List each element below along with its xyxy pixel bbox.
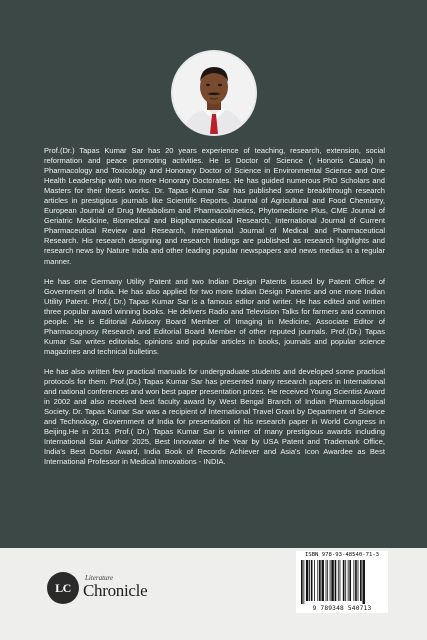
author-portrait <box>173 52 255 134</box>
publisher-name-line1: Literature <box>85 574 114 582</box>
isbn-label: ISBN 978-93-48540-71-3 <box>304 552 380 558</box>
publisher-logo-mark: LC <box>47 572 79 604</box>
publisher-logo <box>47 572 167 606</box>
isbn-barcode-block <box>296 551 388 613</box>
author-biography <box>44 146 385 477</box>
bio-paragraph: He has one Germany Utility Patent and two Indian Design Patents issued by Patent Office of Government of India. He has also applied for two more Indian Design Patents and one more Indian Utility Patent. Prof.( Dr.) Tapas Kumar Sar is a famous editor and writer. He has edited and written three popular award winning books. He delivers Radio and Television Talks for farmers and common people. He is Editorial Advisory Board Member of Imaging in Medicine, Associate Editor of Pharmacognosy Research and Editorial Board Member of other reputed journals. Prof.(Dr.) Tapas Kumar Sar writes editorials, opinions and popular articles in books, journals and popular science magazines and technical bulletins. <box>44 276 385 356</box>
isbn-number: 9 789348 540713 <box>312 605 372 612</box>
publisher-name-line2: Chronicle <box>83 581 148 600</box>
bio-paragraph: He has also written few practical manuals for undergraduate students and developed some practical protocols for them. Prof.(Dr.) Tapas Kumar Sar has presented many research papers in International and national conferences and won best paper presentation prizes. He received Young Scientist Award in 2002 and also received best faculty award by West Bengal Branch of Indian Pharmacological Society. Dr. Tapas Kumar Sar was a recipient of International Travel Grant by Department of Science and Technology, Government of India for presentation of his research paper in World Congress in Beijing.He in 2013. Prof.( Dr.) Tapas Kumar Sar is winner of many prestigious awards including International Star Author 2025, Best Innovator of the Year by USA Patent and Trademark Office, India's Best Doctor Award, India Book of Records Achiever and Asia's Icon Awardee as Best International Professor in Medical Innovations - INDIA. <box>44 366 385 467</box>
barcode-icon <box>301 560 383 604</box>
bio-paragraph: Prof.(Dr.) Tapas Kumar Sar has 20 years experience of teaching, research, extension, social reformation and peace promoting activities. He is Doctor of Science ( Honoris Causa) in Pharmacology and Toxicology and Honorary Doctor of Science in Environmental Science and One Health Leadership with two more Honorary Doctorates. He has guided numerous PhD Scholars and Masters for their thesis works. Dr. Tapas Kumar Sar has published some breakthrough research articles in prestigious journals like Scientific Reports, Journal of Agricultural and Food Chemistry, European Journal of Drug Metabolism and Pharmacokinetics, Phytomedicine Plus, CME Journal of Geriatric Medicine, Biomedical and Biopharmaceutical Research, International Journal of Current Pharmaceutical Review and Research, International Journal of Medical and Pharmaceutical Research. His research designing and research findings are published as research highlights and research news by Nature India and other leading popular newspapers and news medias in a regular manner. <box>44 146 385 266</box>
